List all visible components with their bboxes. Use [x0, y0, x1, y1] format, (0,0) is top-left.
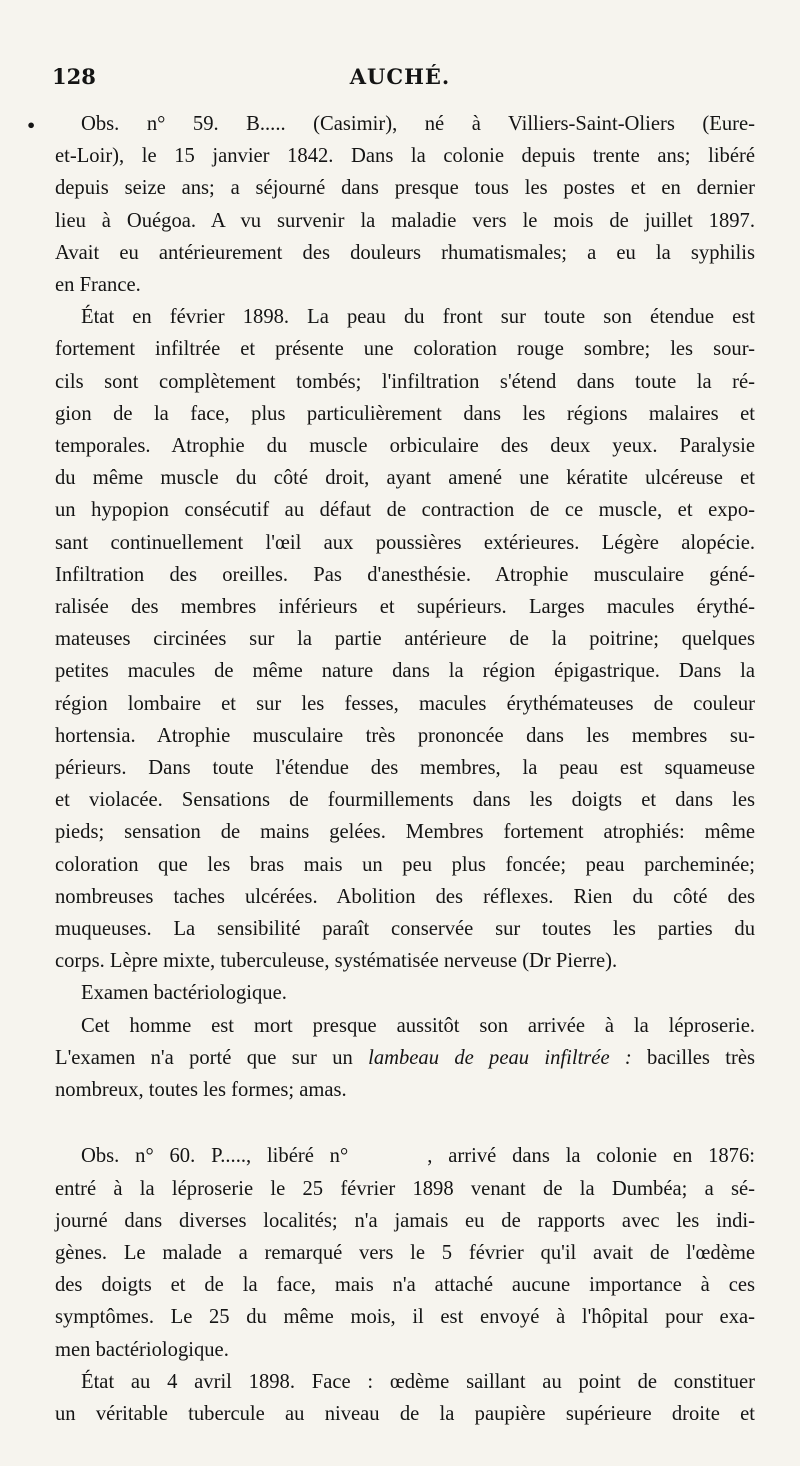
text-line: pieds; sensation de mains gelées. Membres fortement atrophiés: même — [55, 821, 755, 844]
page-header — [52, 64, 748, 94]
text-line: coloration que les bras mais un peu plus foncée; peau parcheminée; — [55, 853, 755, 876]
text-line: du même muscle du côté droit, ayant amené une kératite ulcéreuse et — [55, 467, 755, 490]
text-line: périeurs. Dans toute l'étendue des membres, la peau est squameuse — [55, 757, 755, 780]
text-line: petites macules de même nature dans la région épigastrique. Dans la — [55, 660, 755, 683]
text-line: Obs. n° 59. B..... (Casimir), né à Villiers-Saint-Oliers (Eure- — [81, 113, 755, 135]
text-line: Avait eu antérieurement des douleurs rhumatismales; a eu la syphilis — [55, 241, 755, 264]
text-line: et-Loir), le 15 janvier 1842. Dans la colonie depuis trente ans; libéré — [55, 145, 755, 168]
margin-mark: • — [26, 116, 37, 135]
text-segment: bacilles très — [631, 1046, 755, 1069]
text-line: gènes. Le malade a remarqué vers le 5 février qu'il avait de l'œdème — [55, 1241, 755, 1264]
text-line: État au 4 avril 1898. Face : œdème saillant au point de constituer — [81, 1370, 755, 1393]
text-line: et violacée. Sensations de fourmillements dans les doigts et dans les — [55, 789, 755, 812]
text-line: depuis seize ans; a séjourné dans presque tous les postes et en dernier — [55, 177, 755, 200]
examen-heading: Examen bactériologique. — [81, 982, 287, 1005]
text-line: temporales. Atrophie du muscle orbiculaire des deux yeux. Paralysie — [55, 435, 755, 458]
text-line: État en février 1898. La peau du front sur toute son étendue est — [81, 306, 755, 329]
etat-59-paragraph — [55, 301, 755, 977]
section-gap — [55, 1106, 755, 1140]
examen-paragraph — [55, 1010, 755, 1107]
text-line: fortement infiltrée et présente une coloration rouge sombre; les sour- — [55, 338, 755, 361]
text-line: Obs. n° 60. P....., libéré n° , arrivé dans la colonie en 1876: — [81, 1145, 755, 1168]
text-line: nombreuses taches ulcérées. Abolition des réflexes. Rien du côté des — [55, 885, 755, 908]
page-body — [55, 108, 755, 1430]
text-line: symptômes. Le 25 du même mois, il est envoyé à l'hôpital pour exa- — [55, 1306, 755, 1329]
text-line: hortensia. Atrophie musculaire très prononcée dans les membres su- — [55, 724, 755, 747]
italic-phrase: lambeau de peau infiltrée : — [368, 1046, 632, 1069]
etat-60-paragraph — [55, 1366, 755, 1430]
text-line: ralisée des membres inférieurs et supérieurs. Larges macules érythé- — [55, 596, 755, 619]
observation-59-paragraph — [55, 108, 755, 301]
text-line — [55, 1042, 755, 1074]
text-segment: L'examen n'a porté que sur un — [55, 1046, 369, 1069]
text-line: sant continuellement l'œil aux poussières extérieures. Légère alopécie. — [55, 531, 755, 554]
page-number: 128 — [52, 64, 96, 89]
text-line: des doigts et de la face, mais n'a attaché aucune importance à ces — [55, 1274, 755, 1297]
text-line: journé dans diverses localités; n'a jamais eu de rapports avec les indi- — [55, 1209, 755, 1232]
text-line: men bactériologique. — [55, 1338, 229, 1361]
running-head: AUCHÉ. — [349, 64, 451, 89]
text-line: Cet homme est mort presque aussitôt son arrivée à la léproserie. — [81, 1014, 755, 1037]
text-line: un hypopion consécutif au défaut de contraction de ce muscle, et expo- — [55, 499, 755, 522]
text-line: en France. — [55, 274, 141, 297]
text-line: mateuses circinées sur la partie antérieure de la poitrine; quelques — [55, 628, 755, 651]
text-line: nombreux, toutes les formes; amas. — [55, 1079, 347, 1102]
text-line: Infiltration des oreilles. Pas d'anesthésie. Atrophie musculaire géné- — [55, 563, 755, 586]
text-line: un véritable tubercule au niveau de la paupière supérieure droite et — [55, 1402, 755, 1425]
observation-60-paragraph — [55, 1140, 755, 1365]
text-line: cils sont complètement tombés; l'infiltration s'étend dans toute la ré- — [55, 370, 755, 393]
text-line: région lombaire et sur les fesses, macules érythémateuses de couleur — [55, 692, 755, 715]
text-line: lieu à Ouégoa. A vu survenir la maladie vers le mois de juillet 1897. — [55, 209, 755, 232]
text-line: entré à la léproserie le 25 février 1898 venant de la Dumbéa; a sé- — [55, 1177, 755, 1200]
text-line: gion de la face, plus particulièrement dans les régions malaires et — [55, 402, 755, 425]
text-line: muqueuses. La sensibilité paraît conservée sur toutes les parties du — [55, 918, 755, 941]
text-line: corps. Lèpre mixte, tuberculeuse, systématisée nerveuse (Dr Pierre). — [55, 950, 618, 973]
